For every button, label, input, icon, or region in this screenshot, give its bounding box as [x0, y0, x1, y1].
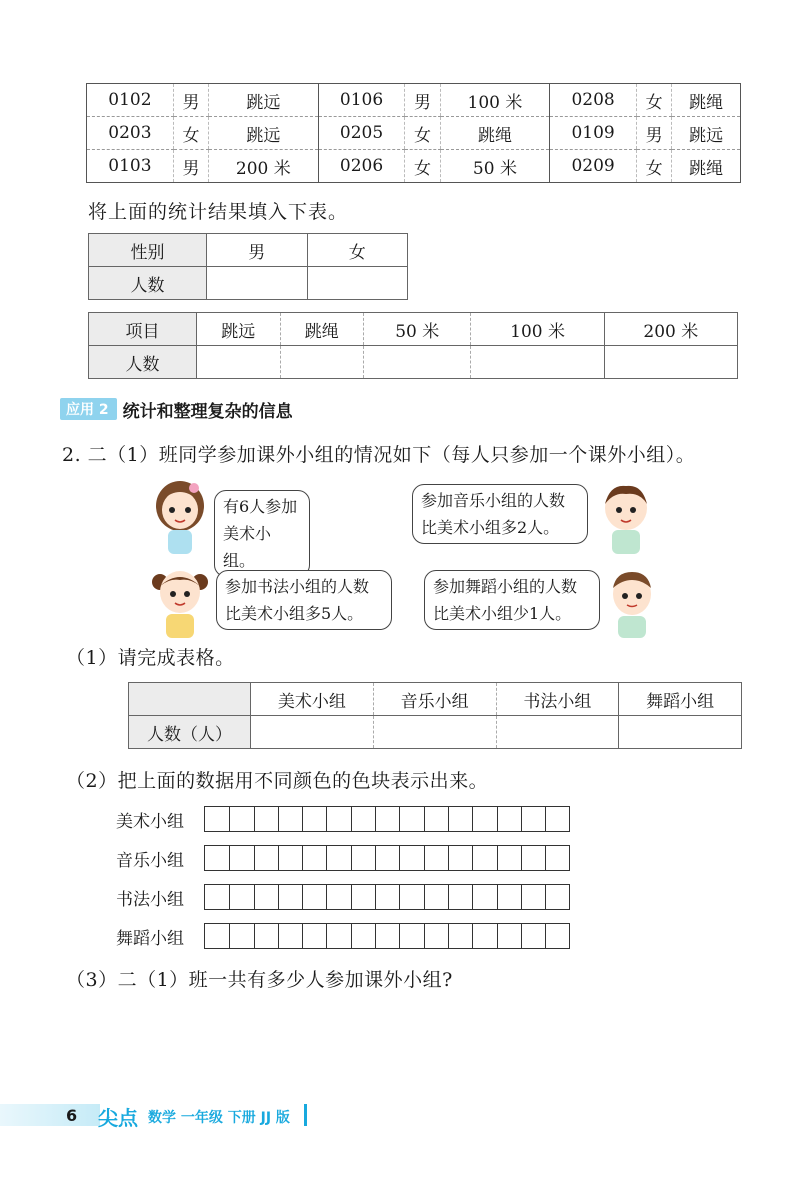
- group-music: 音乐小组: [373, 683, 496, 716]
- girl-avatar-2: [150, 562, 210, 640]
- color-block-grid[interactable]: [204, 923, 570, 949]
- color-block-cell[interactable]: [399, 885, 423, 909]
- color-block-cell[interactable]: [229, 807, 253, 831]
- color-block-cell[interactable]: [424, 924, 448, 948]
- color-block-cell[interactable]: [448, 807, 472, 831]
- project-count-cell[interactable]: [364, 346, 471, 379]
- color-block-cell[interactable]: [278, 924, 302, 948]
- group-header-blank: [129, 683, 251, 716]
- bubble-line: 参加书法小组的人数: [225, 577, 370, 596]
- project-200m: 200 米: [604, 313, 737, 346]
- bubble-line: 比美术小组少1人。: [433, 604, 572, 623]
- records-cell: 女: [637, 84, 672, 117]
- records-cell: 0205: [318, 117, 405, 150]
- records-cell: 女: [173, 117, 208, 150]
- records-cell: 0208: [550, 84, 637, 117]
- book-title: 数学 一年级 下册 JJ 版: [148, 1110, 290, 1126]
- color-block-cell[interactable]: [326, 924, 350, 948]
- records-cell: 男: [173, 150, 208, 183]
- block-label: 音乐小组: [116, 850, 184, 871]
- color-block-cell[interactable]: [521, 885, 545, 909]
- girl-avatar-1: [150, 478, 210, 556]
- color-block-cell[interactable]: [424, 846, 448, 870]
- color-block-cell[interactable]: [375, 924, 399, 948]
- color-block-cell[interactable]: [545, 846, 569, 870]
- page-number: 6: [66, 1106, 78, 1125]
- page-footer: [0, 1100, 320, 1130]
- records-cell: 跳远: [209, 117, 319, 150]
- color-block-cell[interactable]: [254, 807, 278, 831]
- color-block-cell[interactable]: [545, 885, 569, 909]
- bubble-line: 参加音乐小组的人数: [421, 491, 566, 510]
- color-block-cell[interactable]: [205, 924, 229, 948]
- project-count-label: 人数: [89, 346, 197, 379]
- project-table: [88, 312, 738, 379]
- speech-bubble-art: [214, 490, 310, 577]
- speech-bubble-calligraphy: [216, 570, 392, 630]
- boy-avatar-1: [596, 478, 656, 556]
- color-block-cell[interactable]: [497, 924, 521, 948]
- color-block-cell[interactable]: [472, 807, 496, 831]
- sub-question-2: （2）把上面的数据用不同颜色的色块表示出来。: [66, 770, 489, 792]
- male-count-cell[interactable]: [207, 267, 308, 300]
- records-cell: 跳远: [209, 84, 319, 117]
- color-block-cell[interactable]: [278, 846, 302, 870]
- color-block-cell[interactable]: [351, 924, 375, 948]
- block-label: 舞蹈小组: [116, 928, 184, 949]
- footer-divider: [304, 1104, 307, 1126]
- color-block-cell[interactable]: [375, 885, 399, 909]
- group-count-label: 人数（人）: [129, 716, 251, 749]
- color-block-cell[interactable]: [254, 885, 278, 909]
- section-header: [60, 398, 293, 420]
- color-block-grid[interactable]: [204, 806, 570, 832]
- color-block-cell[interactable]: [521, 807, 545, 831]
- records-cell: 0203: [87, 117, 174, 150]
- color-block-cell[interactable]: [326, 807, 350, 831]
- color-block-cell[interactable]: [472, 846, 496, 870]
- sub-question-3: （3）二（1）班一共有多少人参加课外小组?: [66, 969, 453, 991]
- color-block-cell[interactable]: [545, 924, 569, 948]
- sub-question-1: （1）请完成表格。: [66, 647, 235, 669]
- question-2: 2. 二（1）班同学参加课外小组的情况如下（每人只参加一个课外小组）。: [62, 444, 696, 466]
- color-block-cell[interactable]: [399, 846, 423, 870]
- brand-logo: 尖点: [98, 1106, 138, 1130]
- boy-avatar-2: [604, 564, 660, 640]
- bubble-line: 美术小组。: [223, 524, 272, 570]
- color-block-cell[interactable]: [278, 807, 302, 831]
- color-block-cell[interactable]: [326, 846, 350, 870]
- block-row-art: [116, 806, 570, 832]
- speech-bubble-dance: [424, 570, 600, 630]
- color-block-grid[interactable]: [204, 845, 570, 871]
- section-title: 统计和整理复杂的信息: [122, 401, 293, 422]
- color-block-cell[interactable]: [326, 885, 350, 909]
- records-cell: 女: [405, 150, 440, 183]
- color-block-cell[interactable]: [497, 885, 521, 909]
- records-row: [87, 84, 741, 117]
- color-block-cell[interactable]: [399, 924, 423, 948]
- color-block-cell[interactable]: [448, 846, 472, 870]
- group-count-cell[interactable]: [251, 716, 374, 749]
- color-block-cell[interactable]: [302, 885, 326, 909]
- female-count-cell[interactable]: [307, 267, 408, 300]
- color-block-cell[interactable]: [302, 846, 326, 870]
- color-block-cell[interactable]: [545, 807, 569, 831]
- records-cell: 男: [405, 84, 440, 117]
- gender-header: 性别: [89, 234, 207, 267]
- color-block-cell[interactable]: [521, 924, 545, 948]
- color-block-cell[interactable]: [472, 924, 496, 948]
- color-block-cell[interactable]: [205, 807, 229, 831]
- color-block-cell[interactable]: [302, 807, 326, 831]
- group-table: [128, 682, 742, 749]
- color-block-cell[interactable]: [472, 885, 496, 909]
- bubble-line: 参加舞蹈小组的人数: [433, 577, 578, 596]
- color-block-cell[interactable]: [254, 924, 278, 948]
- records-cell: 50 米: [440, 150, 550, 183]
- block-row-music: [116, 845, 570, 871]
- records-cell: 0103: [87, 150, 174, 183]
- color-block-cell[interactable]: [205, 885, 229, 909]
- records-cell: 男: [637, 117, 672, 150]
- project-header: 项目: [89, 313, 197, 346]
- bubble-line: 比美术小组多5人。: [225, 604, 364, 623]
- color-block-cell[interactable]: [497, 807, 521, 831]
- block-label: 美术小组: [116, 811, 184, 832]
- color-block-cell[interactable]: [448, 924, 472, 948]
- records-table: [86, 83, 741, 183]
- records-cell: 男: [173, 84, 208, 117]
- group-calligraphy: 书法小组: [496, 683, 619, 716]
- section-tag: 应用 2: [60, 398, 117, 420]
- gender-female: 女: [307, 234, 408, 267]
- group-art: 美术小组: [251, 683, 374, 716]
- group-dance: 舞蹈小组: [619, 683, 742, 716]
- color-block-cell[interactable]: [351, 885, 375, 909]
- color-block-cell[interactable]: [424, 807, 448, 831]
- color-block-cell[interactable]: [302, 924, 326, 948]
- color-block-cell[interactable]: [229, 885, 253, 909]
- gender-count-label: 人数: [89, 267, 207, 300]
- project-100m: 100 米: [471, 313, 604, 346]
- color-block-cell[interactable]: [375, 846, 399, 870]
- records-cell: 女: [637, 150, 672, 183]
- project-count-cell[interactable]: [471, 346, 604, 379]
- color-block-cell[interactable]: [205, 846, 229, 870]
- project-count-cell[interactable]: [604, 346, 737, 379]
- records-cell: 跳绳: [440, 117, 550, 150]
- records-cell: 跳远: [672, 117, 741, 150]
- color-block-cell[interactable]: [399, 807, 423, 831]
- speech-bubble-music: [412, 484, 588, 544]
- block-row-dance: [116, 923, 570, 949]
- gender-table: [88, 233, 408, 300]
- records-cell: 200 米: [209, 150, 319, 183]
- color-block-cell[interactable]: [229, 924, 253, 948]
- project-count-cell[interactable]: [197, 346, 281, 379]
- instruction-text: 将上面的统计结果填入下表。: [88, 201, 349, 223]
- color-block-cell[interactable]: [448, 885, 472, 909]
- records-row: [87, 150, 741, 183]
- color-block-cell[interactable]: [497, 846, 521, 870]
- footer-bar: [0, 1104, 100, 1126]
- records-cell: 0106: [318, 84, 405, 117]
- gender-male: 男: [207, 234, 308, 267]
- project-long-jump: 跳远: [197, 313, 281, 346]
- color-block-cell[interactable]: [351, 807, 375, 831]
- records-cell: 0109: [550, 117, 637, 150]
- color-block-grid[interactable]: [204, 884, 570, 910]
- bubble-line: 比美术小组多2人。: [421, 518, 560, 537]
- color-block-cell[interactable]: [521, 846, 545, 870]
- group-count-cell[interactable]: [373, 716, 496, 749]
- group-count-cell[interactable]: [496, 716, 619, 749]
- records-cell: 跳绳: [672, 150, 741, 183]
- records-cell: 100 米: [440, 84, 550, 117]
- project-jump-rope: 跳绳: [280, 313, 364, 346]
- group-count-cell[interactable]: [619, 716, 742, 749]
- records-cell: 跳绳: [672, 84, 741, 117]
- project-50m: 50 米: [364, 313, 471, 346]
- color-block-cell[interactable]: [424, 885, 448, 909]
- records-cell: 0206: [318, 150, 405, 183]
- color-block-cell[interactable]: [229, 846, 253, 870]
- block-row-calligraphy: [116, 884, 570, 910]
- records-cell: 女: [405, 117, 440, 150]
- color-block-cell[interactable]: [278, 885, 302, 909]
- project-count-cell[interactable]: [280, 346, 364, 379]
- color-block-cell[interactable]: [254, 846, 278, 870]
- records-cell: 0102: [87, 84, 174, 117]
- color-block-cell[interactable]: [351, 846, 375, 870]
- bubble-line: 有6人参加: [223, 497, 298, 516]
- color-block-cell[interactable]: [375, 807, 399, 831]
- records-cell: 0209: [550, 150, 637, 183]
- records-row: [87, 117, 741, 150]
- block-label: 书法小组: [116, 889, 184, 910]
